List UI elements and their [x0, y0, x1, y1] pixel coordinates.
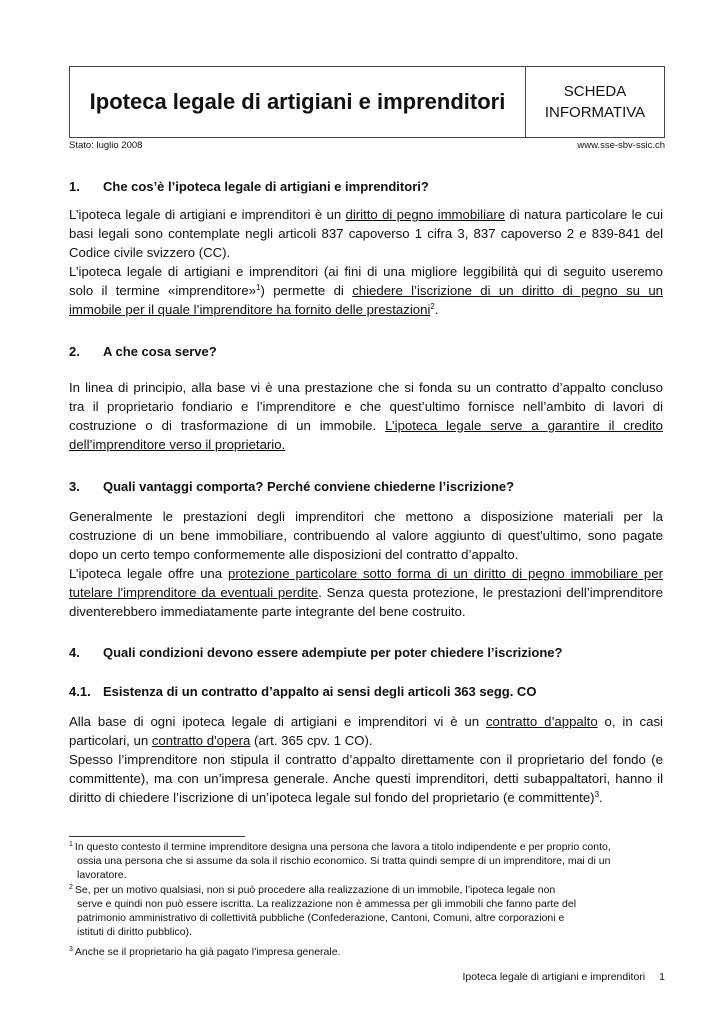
text-line: costruzione di un bene immobiliare, contribuendo al valore aggiunto di quest'ultimo, sono pagate [69, 528, 663, 543]
section-2-body [69, 378, 663, 454]
footnote-line: $^2$ Se, per un motivo qualsiasi, non si può procedere alla realizzazione di un immobile, l’ipoteca legale non [69, 884, 556, 896]
document-title: Ipoteca legale di artigiani e imprenditori [70, 67, 526, 137]
underlined-text: contratto d'opera [151, 733, 251, 748]
status-date: Stato: luglio 2008 [69, 140, 143, 151]
footnote-ref: 1 [256, 283, 261, 292]
footnote-1 [69, 840, 663, 882]
document-type-label [526, 67, 664, 137]
text-line: L’ipoteca legale offre una protezione particolare sotto forma di un diritto di pegno immobiliare per [69, 566, 663, 581]
underlined-text: immobile per il quale l’imprenditore ha fornito delle prestazioni [69, 302, 431, 317]
footnote-line: serve e quindi non può essere iscritta. La realizzazione non è ammessa per gli immobili che fanno parte del [77, 898, 577, 910]
text-line: solo il termine «imprenditore»$^1$) permette di chiedere l’iscrizione di un diritto di pegno su un [69, 283, 664, 298]
text-line: tra il proprietario fondiario e l’imprenditore e che quest’ultimo fornisce nell’ambito di lavori di [69, 399, 663, 414]
section-number: 1. [69, 179, 80, 194]
text-line: costruzione o di trasformazione di un immobile. L’ipoteca legale serve a garantire il credito [69, 418, 664, 433]
text-line: Generalmente le prestazioni degli imprenditori che mettono a disposizione materiali per la [69, 509, 663, 524]
section-heading-3 [69, 479, 514, 494]
text-line: L’ipoteca legale di artigiani e imprenditori (ai fini di una migliore leggibilità qui di seguito useremo [69, 264, 663, 279]
subsection-heading-4-1 [69, 684, 536, 699]
section-title: A che cosa serve? [103, 344, 217, 359]
header-box [69, 66, 665, 138]
section-3-body [69, 507, 663, 621]
section-heading-4 [69, 645, 562, 660]
footnote-line: patrimonio amministrativo di collettività pubbliche (Confederazione, Cantoni, Comuni, altre corporazioni e [77, 912, 565, 924]
document-type-line2: INFORMATIVA [544, 104, 646, 121]
footnote-ref: 2 [430, 302, 435, 311]
section-1-body [69, 205, 663, 319]
underlined-text: L’ipoteca legale serve a garantire il credito [385, 418, 664, 433]
website-link[interactable]: www.sse-sbv-ssic.ch [577, 140, 665, 151]
section-number: 3. [69, 479, 80, 494]
footnote-mark: 1 [69, 841, 73, 848]
footer-title: Ipoteca legale di artigiani e imprenditori [462, 971, 646, 983]
section-heading-2 [69, 344, 217, 359]
section-number: 4.1. [69, 684, 91, 699]
text-line: Spesso l’imprenditore non stipula il contratto d’appalto direttamente con il proprietario del fondo (e [69, 752, 663, 767]
section-4-1-body [69, 712, 663, 807]
meta-row [69, 140, 665, 151]
underlined-text: tutelare l'imprenditore da eventuali perdite [69, 585, 319, 600]
text-line: Codice civile svizzero (CC). [69, 245, 231, 260]
footnote-line: lavoratore. [77, 869, 127, 881]
footnote-mark: 2 [69, 884, 73, 891]
text-line: committente), ma con un’impresa generale. Anche questi imprenditori, detti subappaltatori, hanno il [69, 771, 663, 786]
text-line: particolari, un contratto d'opera (art. 365 cpv. 1 CO). [69, 733, 373, 748]
underlined-text: diritto di pegno immobiliare [345, 207, 506, 222]
underlined-text: contratto d’appalto [485, 714, 598, 729]
section-title: Che cos’è l’ipoteca legale di artigiani e imprenditori? [103, 179, 429, 194]
footnote-2 [69, 883, 663, 939]
section-title: Quali condizioni devono essere adempiute per poter chiedere l’iscrizione? [103, 645, 563, 660]
document-type-line1: SCHEDA [563, 83, 627, 100]
underlined-text: chiedere l’iscrizione di un diritto di pegno su un [352, 283, 664, 298]
page-number: 1 [659, 971, 665, 983]
text-line: diritto di chiedere l’iscrizione di un’ipoteca legale sul fondo del proprietario (e committente)$^3$. [69, 790, 603, 805]
section-heading-1 [69, 179, 429, 194]
text-line: dopo un certo tempo conformemente alle disposizioni del contratto d’appalto. [69, 547, 519, 562]
text-line: In linea di principio, alla base vi è una prestazione che si fonda su un contratto d’appalto concluso [69, 380, 663, 395]
underlined-text: dell’imprenditore verso il proprietario. [69, 437, 286, 452]
section-title: Quali vantaggi comporta? Perché conviene chiederne l’iscrizione? [103, 479, 515, 494]
footnote-line: $^1$ In questo contesto il termine imprenditore designa una persona che lavora a titolo indipendente e per proprio conto, [69, 841, 611, 853]
section-number: 4. [69, 645, 80, 660]
text-line: basi legali sono contemplate negli articoli 837 capoverso 1 cifra 3, 837 capoverso 2 e 839-841 del [69, 226, 663, 241]
footnote-3 [69, 945, 663, 959]
section-number: 2. [69, 344, 80, 359]
text-line: Alla base di ogni ipoteca legale di artigiani e imprenditori vi è un contratto d’appalto o, in casi [69, 714, 663, 729]
text-line: tutelare l'imprenditore da eventuali perdite. Senza questa protezione, le prestazioni dell’imprenditore [69, 585, 663, 600]
footnote-mark: 3 [69, 946, 73, 953]
footnote-line: istituti di diritto pubblico). [77, 926, 192, 938]
text-line: L’ipoteca legale di artigiani e imprenditori è un diritto di pegno immobiliare di natura particolare le cui [69, 207, 664, 222]
underlined-text: protezione particolare sotto forma di un diritto di pegno immobiliare per [228, 566, 663, 581]
footnote-ref: 3 [594, 790, 600, 799]
text-line: diventerebbero immediatamente parte integrante del bene costruito. [69, 604, 466, 619]
footnote-divider [69, 836, 245, 837]
text-line: immobile per il quale l’imprenditore ha fornito delle prestazioni$^2$. [69, 302, 439, 317]
footnote-line: ossia una persona che si assume da sola il rischio economico. Si tratta quindi sempre di un imprenditore, mai di un [77, 855, 611, 867]
section-title: Esistenza di un contratto d’appalto ai sensi degli articoli 363 segg. CO [103, 684, 537, 699]
text-line [69, 435, 663, 454]
footnote-line: $^3$ Anche se il proprietario ha già pagato l’impresa generale. [69, 946, 341, 958]
page-footer [462, 971, 665, 983]
